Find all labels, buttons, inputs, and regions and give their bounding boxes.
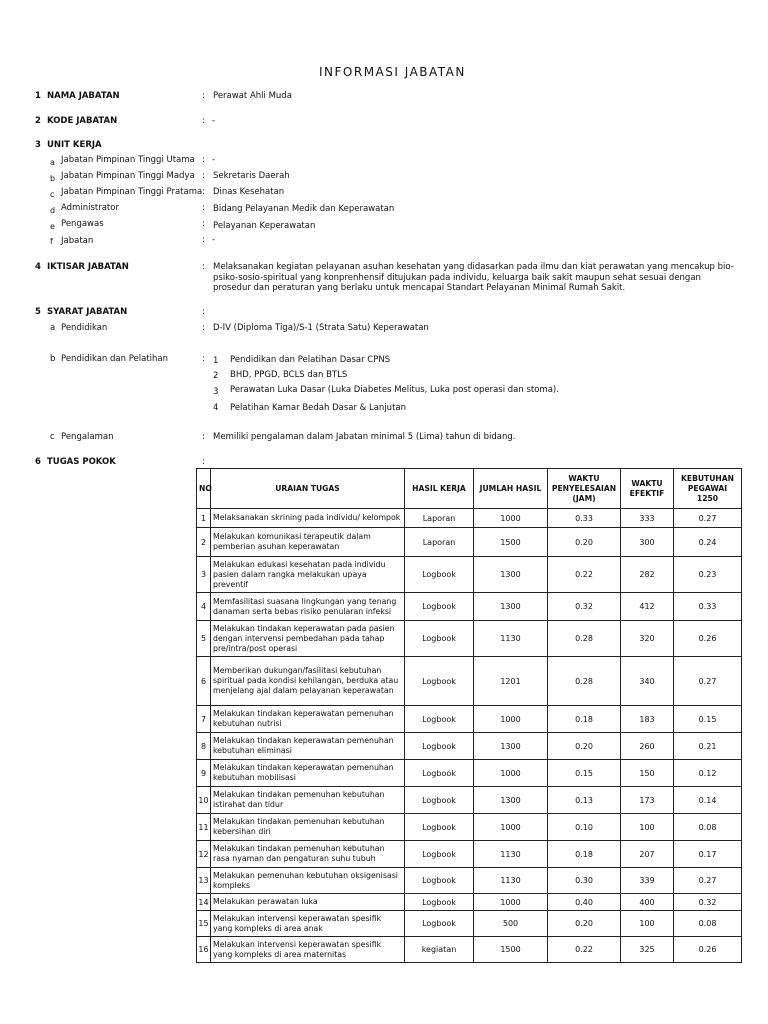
unit-kerja-item-value: Pelayanan Keperawatan <box>213 221 316 231</box>
row-no: 11 <box>197 814 211 841</box>
table-row <box>197 894 742 911</box>
row-kebutuhan: 0.26 <box>674 937 742 963</box>
pelatihan-item-number: 3 <box>213 387 219 397</box>
table-row <box>197 787 742 814</box>
item-letter: e <box>50 222 55 231</box>
row-no: 6 <box>197 657 211 706</box>
row-jumlah: 1300 <box>474 733 548 760</box>
row-efektif: 282 <box>621 557 674 593</box>
pelatihan-item: Pendidikan dan Pelatihan Dasar CPNS <box>230 355 391 365</box>
row-waktu: 0.40 <box>548 894 621 911</box>
row-hasil: Logbook <box>405 787 474 814</box>
row-kebutuhan: 0.26 <box>674 621 742 657</box>
row-jumlah: 1300 <box>474 557 548 593</box>
row-efektif: 412 <box>621 593 674 621</box>
header-waktu-penyelesaian: WAKTU PENYELESAIAN (JAM) <box>548 469 621 509</box>
row-efektif: 100 <box>621 911 674 937</box>
pelatihan-item-number: 2 <box>213 371 219 381</box>
row-jumlah: 1130 <box>474 868 548 894</box>
row-waktu: 0.13 <box>548 787 621 814</box>
row-uraian: Melakukan tindakan keperawatan pemenuhan kebutuhan eliminasi <box>211 733 405 760</box>
unit-kerja-item-value: - <box>212 155 216 165</box>
unit-kerja-item-label: Jabatan Pimpinan Tinggi Pratama <box>61 187 203 197</box>
row-no: 9 <box>197 760 211 787</box>
row-uraian: Melakukan tindakan pemenuhan kebutuhan kebersihan diri <box>211 814 405 841</box>
kode-jabatan-value: - <box>212 116 216 126</box>
colon: : <box>202 187 205 197</box>
row-uraian: Melakukan intervensi keperawatan spesifik yang kompleks di area maternitas <box>211 937 405 963</box>
row-efektif: 207 <box>621 841 674 868</box>
row-jumlah: 1000 <box>474 706 548 733</box>
row-jumlah: 1000 <box>474 509 548 528</box>
row-no: 3 <box>197 557 211 593</box>
row-hasil: Laporan <box>405 509 474 528</box>
table-row <box>197 557 742 593</box>
header-kebutuhan: KEBUTUHAN PEGAWAI 1250 <box>674 469 742 509</box>
row-jumlah: 1500 <box>474 937 548 963</box>
colon: : <box>202 91 205 101</box>
row-hasil: Logbook <box>405 760 474 787</box>
row-hasil: Logbook <box>405 868 474 894</box>
row-uraian: Melakukan tindakan pemenuhan kebutuhan istirahat dan tidur <box>211 787 405 814</box>
pendidikan-value: D-IV (Diploma Tiga)/S-1 (Strata Satu) Keperawatan <box>213 323 429 333</box>
section-number: 4 <box>35 262 41 272</box>
row-kebutuhan: 0.27 <box>674 509 742 528</box>
unit-kerja-item-value: Bidang Pelayanan Medik dan Keperawatan <box>213 204 395 214</box>
row-waktu: 0.18 <box>548 706 621 733</box>
row-no: 4 <box>197 593 211 621</box>
unit-kerja-item-value: - <box>212 235 216 245</box>
item-letter: d <box>50 206 56 215</box>
row-kebutuhan: 0.15 <box>674 706 742 733</box>
table-row <box>197 868 742 894</box>
row-jumlah: 1300 <box>474 787 548 814</box>
row-no: 1 <box>197 509 211 528</box>
row-no: 7 <box>197 706 211 733</box>
table-row <box>197 593 742 621</box>
header-uraian: URAIAN TUGAS <box>211 469 405 509</box>
row-waktu: 0.22 <box>548 557 621 593</box>
item-letter: c <box>50 432 55 442</box>
row-waktu: 0.10 <box>548 814 621 841</box>
row-kebutuhan: 0.21 <box>674 733 742 760</box>
row-uraian: Melaksanakan skrining pada individu/ kelompok <box>211 509 405 528</box>
row-efektif: 325 <box>621 937 674 963</box>
row-jumlah: 1201 <box>474 657 548 706</box>
item-letter: a <box>50 158 55 167</box>
pelatihan-item-number: 4 <box>213 403 219 413</box>
kode-jabatan-label: KODE JABATAN <box>47 116 118 126</box>
item-letter: a <box>50 323 56 333</box>
unit-kerja-item-label: Jabatan Pimpinan Tinggi Utama <box>61 155 195 165</box>
syarat-label: SYARAT JABATAN <box>47 307 128 317</box>
pendidikan-label: Pendidikan <box>61 323 108 333</box>
table-row <box>197 760 742 787</box>
row-waktu: 0.30 <box>548 868 621 894</box>
unit-kerja-item-label: Administrator <box>61 203 119 213</box>
table-row <box>197 528 742 557</box>
section-number: 5 <box>35 307 41 317</box>
row-uraian: Melakukan tindakan keperawatan pemenuhan kebutuhan mobilisasi <box>211 760 405 787</box>
row-efektif: 320 <box>621 621 674 657</box>
item-letter: b <box>50 354 56 364</box>
item-letter: c <box>50 190 55 199</box>
iktisar-label: IKTISAR JABATAN <box>47 262 129 272</box>
table-row <box>197 657 742 706</box>
row-no: 14 <box>197 894 211 911</box>
row-uraian: Memfasilitasi suasana lingkungan yang tenang danaman serta bebas risiko penularan infeksi <box>211 593 405 621</box>
colon: : <box>202 203 205 213</box>
row-uraian: Melakukan tindakan keperawatan pemenuhan kebutuhan nutrisi <box>211 706 405 733</box>
row-efektif: 100 <box>621 814 674 841</box>
row-hasil: Logbook <box>405 733 474 760</box>
pelatihan-label: Pendidikan dan Pelatihan <box>61 354 169 364</box>
row-hasil: Logbook <box>405 706 474 733</box>
row-waktu: 0.18 <box>548 841 621 868</box>
unit-kerja-item-value: Sekretaris Daerah <box>213 171 290 181</box>
row-jumlah: 1300 <box>474 593 548 621</box>
row-waktu: 0.28 <box>548 657 621 706</box>
section-number: 1 <box>35 91 41 101</box>
colon: : <box>202 171 205 181</box>
row-efektif: 183 <box>621 706 674 733</box>
colon: : <box>202 323 205 333</box>
row-hasil: Logbook <box>405 894 474 911</box>
table-row <box>197 706 742 733</box>
tugas-pokok-table <box>196 468 742 963</box>
nama-jabatan-label: NAMA JABATAN <box>47 91 120 101</box>
unit-kerja-label: UNIT KERJA <box>47 140 102 150</box>
row-kebutuhan: 0.27 <box>674 868 742 894</box>
row-kebutuhan: 0.24 <box>674 528 742 557</box>
row-hasil: Logbook <box>405 593 474 621</box>
row-efektif: 300 <box>621 528 674 557</box>
header-hasil: HASIL KERJA <box>405 469 474 509</box>
colon: : <box>202 307 205 317</box>
pelatihan-item-number: 1 <box>213 356 219 366</box>
section-number: 2 <box>35 116 41 126</box>
row-uraian: Melakukan intervensi keperawatan spesifik yang kompleks di area anak <box>211 911 405 937</box>
unit-kerja-item-value: Dinas Kesehatan <box>213 187 285 197</box>
pelatihan-item: BHD, PPGD, BCLS dan BTLS <box>230 370 348 380</box>
table-row <box>197 621 742 657</box>
unit-kerja-item-label: Jabatan <box>61 236 94 246</box>
pengalaman-value: Memiliki pengalaman dalam Jabatan minimal 5 (Lima) tahun di bidang. <box>213 432 516 442</box>
row-efektif: 150 <box>621 760 674 787</box>
row-kebutuhan: 0.14 <box>674 787 742 814</box>
row-kebutuhan: 0.23 <box>674 557 742 593</box>
row-waktu: 0.28 <box>548 621 621 657</box>
unit-kerja-item-label: Jabatan Pimpinan Tinggi Madya <box>61 171 195 181</box>
colon: : <box>202 457 205 467</box>
row-efektif: 173 <box>621 787 674 814</box>
row-uraian: Melakukan edukasi kesehatan pada individu pasien dalam rangka melakukan upaya preventif <box>211 557 405 593</box>
row-efektif: 400 <box>621 894 674 911</box>
row-kebutuhan: 0.12 <box>674 760 742 787</box>
row-uraian: Melakukan perawatan luka <box>211 894 405 911</box>
row-jumlah: 500 <box>474 911 548 937</box>
row-kebutuhan: 0.27 <box>674 657 742 706</box>
row-waktu: 0.15 <box>548 760 621 787</box>
colon: : <box>202 354 205 364</box>
header-waktu-efektif: WAKTU EFEKTIF <box>621 469 674 509</box>
row-waktu: 0.20 <box>548 911 621 937</box>
table-row <box>197 509 742 528</box>
row-waktu: 0.33 <box>548 509 621 528</box>
colon: : <box>202 219 205 229</box>
row-efektif: 260 <box>621 733 674 760</box>
table-header-row <box>197 469 742 509</box>
table-row <box>197 937 742 963</box>
row-no: 8 <box>197 733 211 760</box>
row-hasil: kegiatan <box>405 937 474 963</box>
tugas-pokok-label: TUGAS POKOK <box>47 457 116 467</box>
row-waktu: 0.22 <box>548 937 621 963</box>
row-no: 2 <box>197 528 211 557</box>
header-no: NO <box>197 469 211 509</box>
colon: : <box>202 235 205 245</box>
table-row <box>197 814 742 841</box>
row-kebutuhan: 0.08 <box>674 911 742 937</box>
row-uraian: Melakukan pemenuhan kebutuhan oksigenisasi kompleks <box>211 868 405 894</box>
unit-kerja-item-label: Pengawas <box>61 219 104 229</box>
page-title: INFORMASI JABATAN <box>319 65 466 79</box>
row-no: 12 <box>197 841 211 868</box>
colon: : <box>202 116 205 126</box>
row-hasil: Logbook <box>405 814 474 841</box>
row-jumlah: 1130 <box>474 841 548 868</box>
section-number: 3 <box>35 140 41 150</box>
row-jumlah: 1000 <box>474 894 548 911</box>
table-row <box>197 733 742 760</box>
row-jumlah: 1000 <box>474 760 548 787</box>
pelatihan-item: Pelatihan Kamar Bedah Dasar & Lanjutan <box>230 403 407 413</box>
row-jumlah: 1130 <box>474 621 548 657</box>
row-hasil: Laporan <box>405 528 474 557</box>
item-letter: b <box>50 174 56 183</box>
row-waktu: 0.32 <box>548 593 621 621</box>
iktisar-description: Melaksanakan kegiatan pelayanan asuhan kesehatan yang didasarkan pada ilmu dan kiat perawatan yang mencakup bio-psiko-sosio-spiritual yang konprenhensif ditujukan pada individu, keluarga baik sakit maupun sehat sesuai dengan prosedur dan peraturan yang berlaku untuk mencapai Standart Pelayanan Minimal Rumah Sakit. <box>213 262 734 293</box>
table-row <box>197 911 742 937</box>
header-jumlah: JUMLAH HASIL <box>474 469 548 509</box>
row-uraian: Melakukan komunikasi terapeutik dalam pemberian asuhan keperawatan <box>211 528 405 557</box>
row-efektif: 339 <box>621 868 674 894</box>
row-no: 15 <box>197 911 211 937</box>
colon: : <box>202 155 205 165</box>
row-hasil: Logbook <box>405 557 474 593</box>
row-uraian: Memberikan dukungan/fasilitasi kebutuhan spiritual pada kondisi kehilangan, berduka atau menjelang ajal dalam pelayanan keperawatan <box>211 657 405 706</box>
section-number: 6 <box>35 457 41 467</box>
pengalaman-label: Pengalaman <box>61 432 114 442</box>
colon: : <box>202 262 205 272</box>
row-hasil: Logbook <box>405 657 474 706</box>
row-jumlah: 1000 <box>474 814 548 841</box>
row-no: 10 <box>197 787 211 814</box>
pelatihan-item: Perawatan Luka Dasar (Luka Diabetes Melitus, Luka post operasi dan stoma). <box>230 385 559 395</box>
row-no: 16 <box>197 937 211 963</box>
row-efektif: 340 <box>621 657 674 706</box>
row-kebutuhan: 0.17 <box>674 841 742 868</box>
row-waktu: 0.20 <box>548 528 621 557</box>
row-hasil: Logbook <box>405 621 474 657</box>
row-waktu: 0.20 <box>548 733 621 760</box>
row-uraian: Melakukan tindakan pemenuhan kebutuhan rasa nyaman dan pengaturan suhu tubuh <box>211 841 405 868</box>
row-jumlah: 1500 <box>474 528 548 557</box>
row-kebutuhan: 0.08 <box>674 814 742 841</box>
row-hasil: Logbook <box>405 841 474 868</box>
row-no: 5 <box>197 621 211 657</box>
nama-jabatan-value: Perawat Ahli Muda <box>213 91 292 101</box>
row-kebutuhan: 0.32 <box>674 894 742 911</box>
row-uraian: Melakukan tindakan keperawatan pada pasien dengan intervensi pembedahan pada tahap pre/intra/post operasi <box>211 621 405 657</box>
row-kebutuhan: 0.33 <box>674 593 742 621</box>
row-hasil: Logbook <box>405 911 474 937</box>
item-letter: f <box>50 237 53 246</box>
row-efektif: 333 <box>621 509 674 528</box>
table-row <box>197 841 742 868</box>
colon: : <box>202 432 205 442</box>
row-no: 13 <box>197 868 211 894</box>
